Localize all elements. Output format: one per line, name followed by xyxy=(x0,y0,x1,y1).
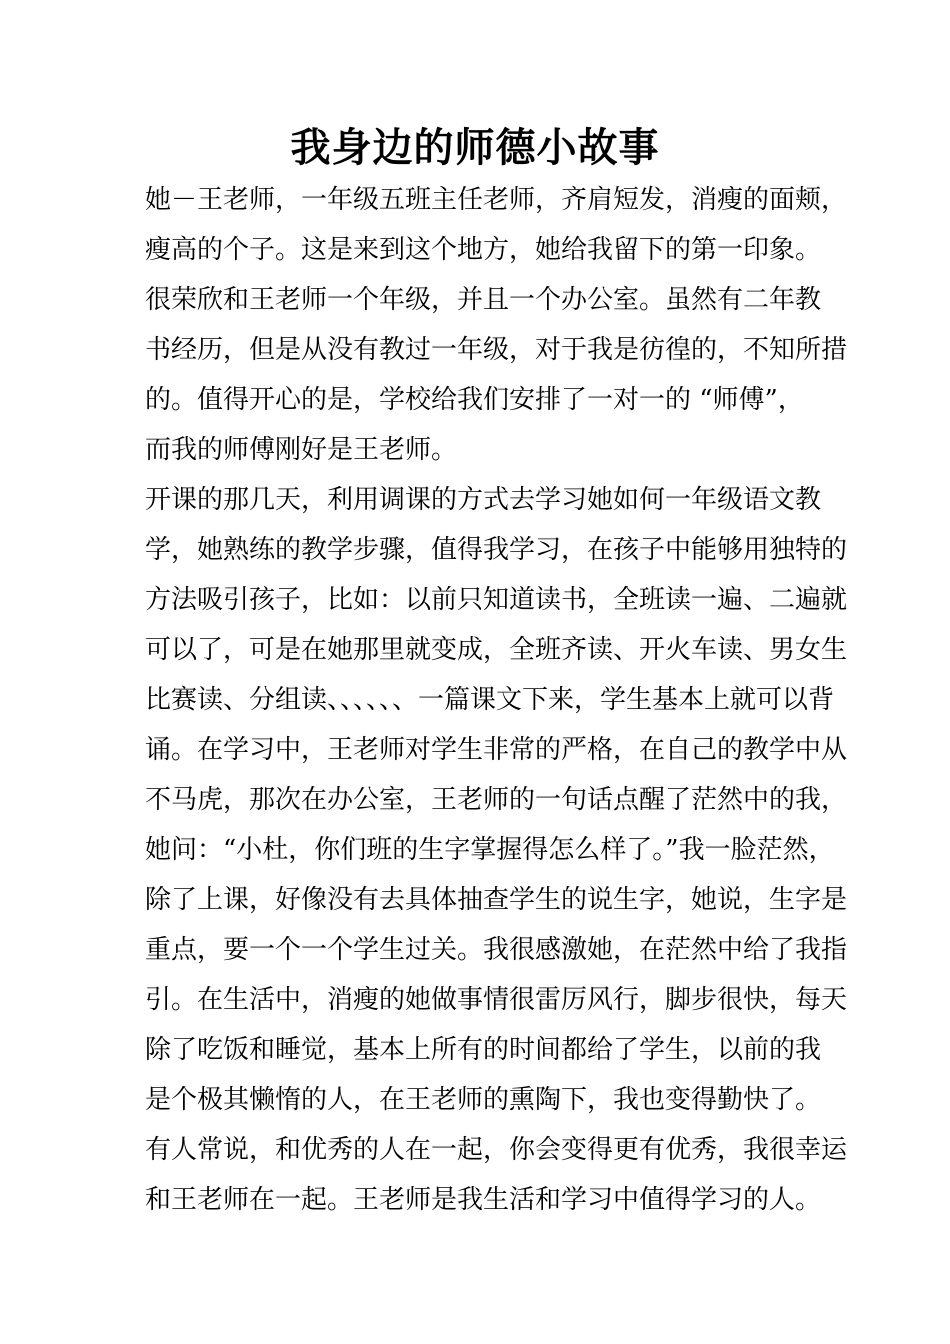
document-body xyxy=(145,175,848,1225)
text-line: 除了吃饭和睡觉，基本上所有的时间都给了学生，以前的我 xyxy=(145,1035,822,1065)
text-line: 诵。在学习中，王老师对学生非常的严格，在自己的教学中从 xyxy=(145,735,848,765)
text-line: 有人常说，和优秀的人在一起，你会变得更有优秀，我很幸运 xyxy=(145,1135,848,1165)
text-line: 方法吸引孩子，比如：以前只知道读书，全班读一遍、二遍就 xyxy=(145,585,848,615)
text-line: 她－王老师，一年级五班主任老师，齐肩短发，消瘦的面颊， xyxy=(145,185,848,215)
text-line: 除了上课，好像没有去具体抽查学生的说生字，她说，生字是 xyxy=(145,885,848,915)
text-line: 瘦高的个子。这是来到这个地方，她给我留下的第一印象。 xyxy=(145,235,822,265)
document-title: 我身边的师德小故事 xyxy=(290,125,660,171)
text-line: 引。在生活中，消瘦的她做事情很雷厉风行，脚步很快，每天 xyxy=(145,985,848,1015)
text-line: 可以了，可是在她那里就变成，全班齐读、开火车读、男女生 xyxy=(145,635,848,665)
text-line: 很荣欣和王老师一个年级，并且一个办公室。虽然有二年教 xyxy=(145,285,822,315)
text-line: 开课的那几天，利用调课的方式去学习她如何一年级语文教 xyxy=(145,485,822,515)
text-line: 比赛读、分组读、、、、、、一篇课文下来，学生基本上就可以背 xyxy=(145,685,835,715)
text-line: 学，她熟练的教学步骤，值得我学习，在孩子中能够用独特的 xyxy=(145,535,848,565)
text-line: 而我的师傅刚好是王老师。 xyxy=(145,435,458,465)
text-line: 书经历，但是从没有教过一年级，对于我是彷徨的，不知所措 xyxy=(145,335,848,365)
text-line: 是个极其懒惰的人，在王老师的熏陶下，我也变得勤快了。 xyxy=(145,1085,822,1115)
text-line: 不马虎，那次在办公室，王老师的一句话点醒了茫然中的我， xyxy=(145,785,848,815)
text-line: 重点，要一个一个学生过关。我很感激她，在茫然中给了我指 xyxy=(145,935,848,965)
text-line: 和王老师在一起。王老师是我生活和学习中值得学习的人。 xyxy=(145,1185,822,1215)
text-line: 的。值得开心的是，学校给我们安排了一对一的 “师傅”， xyxy=(145,385,804,415)
text-line: 她问：“小杜，你们班的生字掌握得怎么样了。”我一脸茫然， xyxy=(145,835,835,865)
